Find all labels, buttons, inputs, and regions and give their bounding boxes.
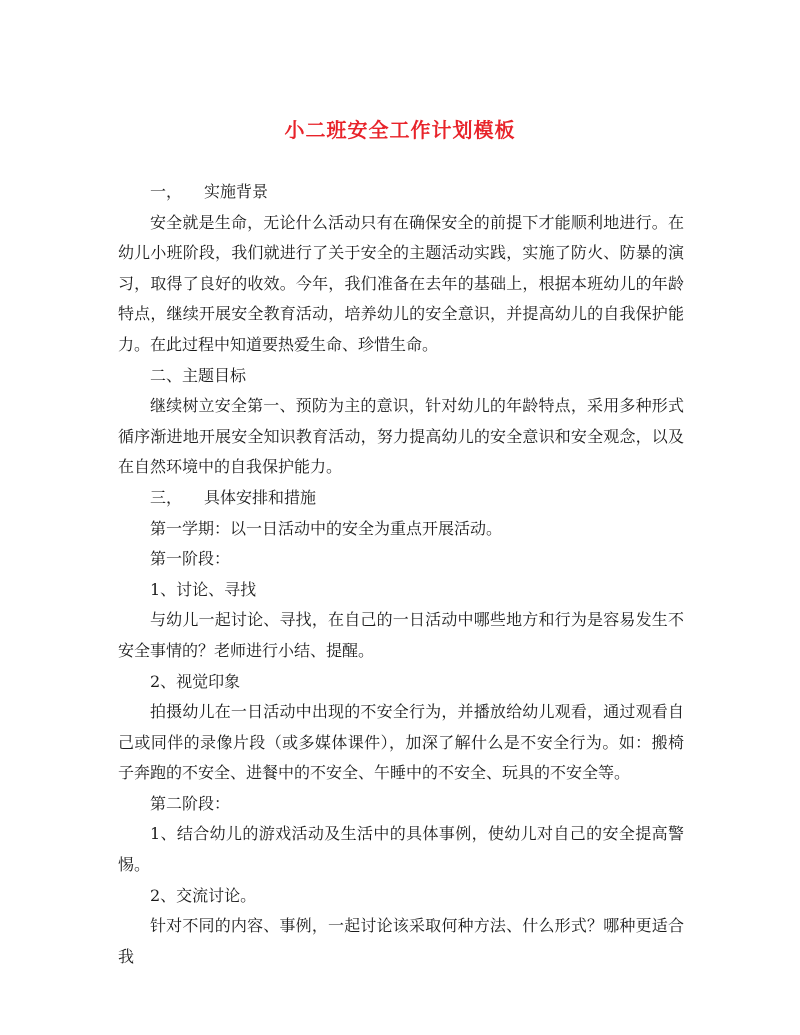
paragraph: 与幼儿一起讨论、寻找，在自己的一日活动中哪些地方和行为是容易发生不安全事情的？老师进行小结、提醒。 bbox=[118, 610, 684, 660]
item-heading: 1、讨论、寻找 bbox=[150, 579, 257, 599]
section-title: 实施背景 bbox=[204, 182, 269, 201]
document-body bbox=[118, 177, 684, 972]
item-heading: 2、交流讨论。 bbox=[150, 885, 257, 905]
section-title: 具体安排和措施 bbox=[204, 487, 317, 507]
item-heading: 2、视觉印象 bbox=[150, 671, 241, 691]
paragraph: 安全就是生命，无论什么活动只有在确保安全的前提下才能顺利地进行。在幼儿小班阶段，我们就进行了关于安全的主题活动实践，实施了防火、防暴的演习，取得了良好的收效。今年，我们准备在去年的基础上，根据本班幼儿的年龄特点，继续开展安全教育活动，培养幼儿的安全意识，并提高幼儿的自我保护能力。在此过程中知道要热爱生命、珍惜生命。 bbox=[118, 212, 684, 354]
paragraph: 拍摄幼儿在一日活动中出现的不安全行为，并播放给幼儿观看，通过观看自己或同伴的录像片段（或多媒体课件），加深了解什么是不安全行为。如：搬椅子奔跑的不安全、进餐中的不安全、午睡中的不安全、玩具的不安全等。 bbox=[118, 702, 684, 783]
section-heading-goals: 二、主题目标 bbox=[150, 365, 247, 385]
document-title: 小二班安全工作计划模板 bbox=[284, 118, 516, 142]
stage-heading: 第一阶段： bbox=[150, 549, 231, 569]
section-number: 三， bbox=[150, 487, 183, 507]
paragraph: 针对不同的内容、事例，一起讨论该采取何种方法、什么形式？哪种更适合我 bbox=[118, 916, 684, 966]
paragraph: 第一学期：以一日活动中的安全为重点开展活动。 bbox=[150, 518, 503, 538]
stage-heading: 第二阶段： bbox=[150, 793, 231, 813]
section-heading-background bbox=[118, 177, 684, 208]
paragraph: 继续树立安全第一、预防为主的意识，针对幼儿的年龄特点，采用多种形式循序渐进地开展安全知识教育活动，努力提高幼儿的安全意识和安全观念，以及在自然环境中的自我保护能力。 bbox=[118, 396, 684, 477]
section-heading-measures bbox=[118, 483, 684, 514]
paragraph: 1、结合幼儿的游戏活动及生活中的具体事例，使幼儿对自己的安全提高警惕。 bbox=[118, 824, 684, 875]
section-number: 一， bbox=[150, 182, 183, 201]
